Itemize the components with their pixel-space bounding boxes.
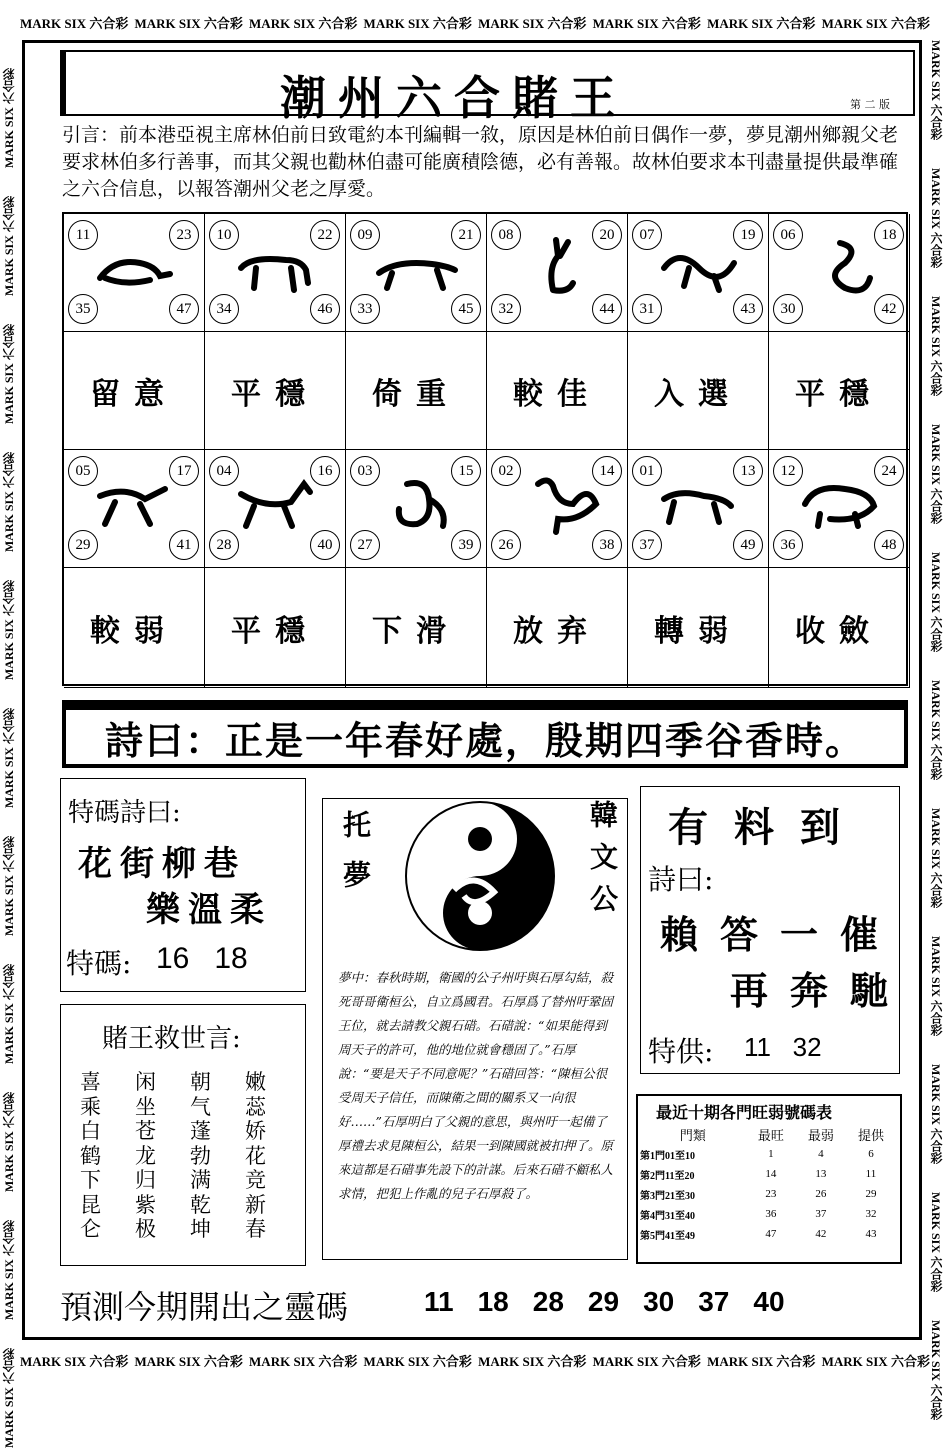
watermark-top-text: MARK SIX 六合彩	[134, 15, 243, 31]
zodiac-number: 14	[592, 456, 622, 486]
gambling-king-char: 紫	[135, 1192, 156, 1217]
gambling-king-char: 气	[190, 1094, 211, 1119]
gambling-king-char: 苍	[135, 1119, 156, 1143]
zodiac-number: 22	[310, 220, 340, 250]
watermark-left	[0, 40, 20, 1448]
recent-table-group: 第3門21至30	[640, 1190, 695, 1202]
prediction-number: 29	[587, 1286, 620, 1317]
zodiac-number: 09	[350, 220, 380, 250]
page-title: 潮州六合賭王	[280, 71, 628, 125]
watermark-side-text: MARK SIX 六合彩	[929, 424, 943, 525]
supply-label: 特供:	[648, 1035, 714, 1068]
zodiac-cell-monkey	[346, 450, 487, 568]
zodiac-number: 07	[632, 220, 662, 250]
watermark-bottom	[20, 1346, 930, 1374]
zodiac-number: 47	[169, 294, 199, 324]
arrival-heading: 有料到	[668, 804, 866, 851]
zodiac-number: 13	[733, 456, 763, 486]
watermark-top-text: MARK SIX 六合彩	[249, 15, 358, 31]
watermark-top-text: MARK SIX 六合彩	[707, 15, 816, 31]
zodiac-status-cell	[205, 568, 346, 688]
gambling-king-column	[245, 1070, 266, 1242]
prediction-number: 40	[753, 1286, 785, 1317]
zodiac-status-cell	[487, 332, 628, 450]
zodiac-status-cell	[769, 568, 910, 688]
gambling-king-char: 嫩	[245, 1070, 266, 1094]
gambling-king-char: 坤	[190, 1217, 211, 1241]
recent-table-group: 第5門41至49	[640, 1230, 695, 1242]
watermark-side-text: MARK SIX 六合彩	[929, 1320, 943, 1421]
zodiac-number: 18	[874, 220, 904, 250]
recent-table-header: 最旺	[757, 1127, 784, 1143]
zodiac-cell-dog	[628, 450, 769, 568]
zodiac-number: 48	[874, 530, 904, 560]
recent-table-value: 1	[768, 1148, 774, 1160]
gambling-king-char: 白	[80, 1119, 101, 1143]
zodiac-number: 17	[169, 456, 199, 486]
dog-icon	[659, 474, 739, 536]
gambling-king-char: 蓬	[190, 1119, 211, 1143]
rabbit-icon	[518, 238, 598, 300]
prediction-number: 28	[532, 1286, 564, 1317]
gambling-king-char: 鹤	[80, 1143, 101, 1168]
zodiac-number: 11	[68, 220, 98, 250]
zodiac-number: 30	[773, 294, 803, 324]
watermark-side-text: MARK SIX 六合彩	[2, 1220, 16, 1321]
recent-table-value: 36	[765, 1208, 777, 1220]
monkey-icon	[377, 474, 457, 536]
watermark-top-text: MARK SIX 六合彩	[478, 15, 587, 31]
rooster-icon	[518, 474, 598, 536]
recent-table-group: 第1門01至10	[640, 1150, 695, 1162]
zodiac-number: 27	[350, 530, 380, 560]
arrival-line2: 再奔馳	[730, 968, 911, 1013]
zodiac-number: 43	[733, 294, 763, 324]
supply-numbers: 11 32	[744, 1032, 822, 1062]
zodiac-cell-dragon	[628, 214, 769, 332]
zodiac-cell-pig	[769, 450, 910, 568]
zodiac-number: 12	[773, 456, 803, 486]
recent-table-group: 第4門31至40	[640, 1210, 695, 1222]
recent-table-value: 26	[815, 1188, 827, 1200]
zodiac-number: 28	[209, 530, 239, 560]
watermark-side-text: MARK SIX 六合彩	[929, 680, 943, 781]
zodiac-number: 20	[592, 220, 622, 250]
gambling-king-column	[190, 1070, 211, 1242]
watermark-bottom-text: MARK SIX 六合彩	[20, 1353, 129, 1369]
dream-vertical-left: 托夢	[339, 810, 372, 910]
zodiac-number: 36	[773, 530, 803, 560]
arrival-poem-label: 詩曰:	[648, 863, 714, 896]
recent-table-value: 47	[765, 1228, 777, 1240]
zodiac-cell-goat	[205, 450, 346, 568]
watermark-bottom-text: MARK SIX 六合彩	[478, 1353, 587, 1369]
special-poem-line2: 樂溫柔	[146, 890, 272, 930]
prediction-number: 30	[643, 1286, 675, 1317]
gambling-king-char: 乘	[80, 1094, 101, 1119]
zodiac-number: 38	[592, 530, 622, 560]
recent-table-value: 11	[865, 1168, 877, 1180]
zodiac-status: 放弃	[513, 613, 601, 649]
gambling-king-char: 满	[190, 1168, 211, 1192]
zodiac-number: 01	[632, 456, 662, 486]
zodiac-status-cell	[205, 332, 346, 450]
recent-table-value: 32	[865, 1208, 877, 1220]
watermark-top-text: MARK SIX 六合彩	[363, 15, 472, 31]
zodiac-cell-snake	[769, 214, 910, 332]
zodiac-number: 39	[451, 530, 481, 560]
table-row	[640, 1184, 896, 1204]
zodiac-number: 03	[350, 456, 380, 486]
horse-icon	[95, 474, 175, 536]
recent-table-header: 門類	[679, 1127, 706, 1143]
prediction-numbers	[424, 1286, 785, 1318]
watermark-side-text: MARK SIX 六合彩	[929, 1064, 943, 1165]
watermark-side-text: MARK SIX 六合彩	[929, 1192, 943, 1293]
dragon-icon	[659, 238, 739, 300]
zodiac-number: 40	[310, 530, 340, 560]
watermark-bottom-text: MARK SIX 六合彩	[592, 1353, 701, 1369]
special-poem-label: 特碼詩曰:	[68, 798, 181, 828]
ox-icon	[236, 238, 316, 300]
recent-table-value: 6	[868, 1148, 874, 1160]
zodiac-number: 35	[68, 294, 98, 324]
gambling-king-words	[80, 1070, 266, 1242]
gambling-king-char: 蕊	[245, 1094, 266, 1119]
zodiac-status: 倚重	[372, 376, 460, 412]
watermark-top-text: MARK SIX 六合彩	[20, 15, 129, 31]
table-row	[640, 1144, 896, 1164]
zodiac-number: 15	[451, 456, 481, 486]
poem-bar: 詩曰：正是一年春好處，殷期四季谷香時。	[62, 700, 908, 768]
prediction-label: 預測今期開出之靈碼	[60, 1288, 349, 1326]
gambling-king-char: 仑	[80, 1217, 101, 1241]
watermark-top	[20, 8, 930, 36]
zodiac-number: 44	[592, 294, 622, 324]
dream-story: 夢中：春秋時期，衛國的公子州吁與石厚勾結，殺死哥哥衛桓公，自立爲國君。石厚爲了替州吁鞏固王位，就去請教父親石碏。石碏說：“如果能得到周天子的許可，他的地位就會穩固了。”石厚說：“要是天子不同意呢？”石碏回答：“陳桓公很受周天子信任，而陳衛之間的關系又一向很好……”石厚明白了父親的意思，與州吁一起備了厚禮去求見陳桓公，結果一到陳國就被扣押了。原來這都是石碏事先設下的計謀。后來石碏不顧私人求情，把犯上作亂的兒子石厚殺了。	[338, 970, 614, 1201]
zodiac-status-cell	[769, 332, 910, 450]
zodiac-number: 21	[451, 220, 481, 250]
table-row	[640, 1204, 896, 1224]
special-code-label: 特碼:	[66, 947, 132, 980]
gambling-king-char: 喜	[80, 1070, 101, 1094]
gambling-king-char: 下	[80, 1168, 101, 1192]
gambling-king-char: 娇	[245, 1119, 266, 1143]
gambling-king-char: 归	[135, 1168, 156, 1192]
recent-table-value: 42	[815, 1228, 827, 1240]
zodiac-number: 29	[68, 530, 98, 560]
watermark-bottom-text: MARK SIX 六合彩	[707, 1353, 816, 1369]
recent-table-value: 23	[765, 1188, 777, 1200]
watermark-side-text: MARK SIX 六合彩	[2, 1092, 16, 1193]
watermark-side-text: MARK SIX 六合彩	[929, 40, 943, 141]
zodiac-status: 平穩	[231, 376, 319, 412]
zodiac-number: 46	[310, 294, 340, 324]
zodiac-cell-tiger	[346, 214, 487, 332]
watermark-side-text: MARK SIX 六合彩	[929, 808, 943, 909]
gambling-king-char: 龙	[135, 1143, 156, 1168]
special-poem-line1: 花街柳巷	[78, 844, 246, 884]
watermark-bottom-text: MARK SIX 六合彩	[363, 1353, 472, 1369]
watermark-side-text: MARK SIX 六合彩	[2, 708, 16, 809]
watermark-side-text: MARK SIX 六合彩	[929, 296, 943, 397]
zodiac-number: 34	[209, 294, 239, 324]
zodiac-number: 16	[310, 456, 340, 486]
watermark-side-text: MARK SIX 六合彩	[929, 552, 943, 653]
watermark-side-text: MARK SIX 六合彩	[2, 324, 16, 425]
gambling-king-char: 竞	[245, 1168, 266, 1192]
watermark-top-text: MARK SIX 六合彩	[592, 15, 701, 31]
recent-table-value: 43	[865, 1228, 877, 1240]
zodiac-status: 留意	[90, 376, 178, 412]
recent-table-group: 第2門11至20	[640, 1170, 695, 1182]
tiger-icon	[377, 238, 457, 300]
gambling-king-char: 乾	[190, 1192, 211, 1217]
recent-table-value: 13	[815, 1168, 827, 1180]
recent-table-value: 4	[818, 1148, 824, 1160]
gambling-king-char: 春	[245, 1217, 266, 1241]
edition-label: 第 二 版	[850, 98, 890, 111]
zodiac-number: 19	[733, 220, 763, 250]
dream-vertical-right: 韓文公	[586, 800, 619, 926]
zodiac-cell-rabbit	[487, 214, 628, 332]
gambling-king-char: 新	[245, 1192, 266, 1217]
gambling-king-heading: 賭王救世言:	[102, 1024, 241, 1054]
gambling-king-column	[80, 1070, 101, 1242]
zodiac-cell-ox	[205, 214, 346, 332]
zodiac-number: 04	[209, 456, 239, 486]
zodiac-number: 41	[169, 530, 199, 560]
zodiac-status-cell	[487, 568, 628, 688]
recent-table-header: 最弱	[807, 1127, 834, 1143]
gambling-king-column	[135, 1070, 156, 1242]
watermark-right	[928, 40, 948, 1421]
zodiac-number: 31	[632, 294, 662, 324]
recent-table-header: 提供	[857, 1127, 884, 1143]
zodiac-number: 23	[169, 220, 199, 250]
watermark-side-text: MARK SIX 六合彩	[929, 168, 943, 269]
prediction-number: 18	[477, 1286, 509, 1317]
pig-icon	[800, 474, 880, 536]
snake-icon	[800, 238, 880, 300]
watermark-side-text: MARK SIX 六合彩	[929, 936, 943, 1037]
zodiac-status-cell	[64, 568, 205, 688]
zodiac-status-cell	[64, 332, 205, 450]
recent-table	[640, 1124, 896, 1244]
zodiac-status-cell	[628, 332, 769, 450]
gambling-king-char: 坐	[135, 1094, 156, 1119]
zodiac-status: 平穩	[795, 376, 883, 412]
special-codes: 16 18	[156, 942, 248, 975]
zodiac-number: 32	[491, 294, 521, 324]
zodiac-status: 平穩	[231, 613, 319, 649]
watermark-side-text: MARK SIX 六合彩	[2, 68, 16, 169]
watermark-bottom-text: MARK SIX 六合彩	[249, 1353, 358, 1369]
watermark-side-text: MARK SIX 六合彩	[2, 196, 16, 297]
watermark-side-text: MARK SIX 六合彩	[2, 452, 16, 553]
watermark-side-text: MARK SIX 六合彩	[2, 1348, 16, 1448]
zodiac-number: 10	[209, 220, 239, 250]
zodiac-status: 入選	[654, 376, 742, 412]
goat-icon	[236, 474, 316, 536]
rat-icon	[95, 238, 175, 300]
recent-table-value: 37	[815, 1208, 827, 1220]
zodiac-number: 05	[68, 456, 98, 486]
watermark-side-text: MARK SIX 六合彩	[2, 580, 16, 681]
zodiac-number: 24	[874, 456, 904, 486]
zodiac-status: 較佳	[513, 376, 601, 412]
zodiac-status: 下滑	[372, 613, 460, 649]
zodiac-status: 轉弱	[654, 613, 742, 649]
yin-yang-icon	[404, 800, 556, 952]
recent-table-value: 29	[865, 1188, 877, 1200]
zodiac-number: 42	[874, 294, 904, 324]
zodiac-number: 49	[733, 530, 763, 560]
zodiac-number: 45	[451, 294, 481, 324]
recent-table-title: 最近十期各門旺弱號碼表	[656, 1103, 833, 1122]
zodiac-status: 收斂	[795, 613, 883, 649]
table-row	[640, 1224, 896, 1244]
zodiac-cell-horse	[64, 450, 205, 568]
watermark-top-text: MARK SIX 六合彩	[821, 15, 930, 31]
zodiac-cell-rat	[64, 214, 205, 332]
zodiac-status-cell	[346, 332, 487, 450]
intro-text: 引言：前本港亞視主席林伯前日致電約本刊編輯一敘，原因是林伯前日偶作一夢，夢見潮州鄉親父老要求林伯多行善事，而其父親也勸林伯盡可能廣積陰德，必有善報。故林伯要求本刊盡量提供最準確之六合信息，以報答潮州父老之厚愛。	[62, 124, 899, 200]
zodiac-grid	[62, 212, 908, 686]
zodiac-number: 02	[491, 456, 521, 486]
watermark-bottom-text: MARK SIX 六合彩	[821, 1353, 930, 1369]
gambling-king-char: 花	[245, 1143, 266, 1168]
arrival-line1: 賴答一催	[660, 912, 901, 957]
table-row	[640, 1164, 896, 1184]
gambling-king-char: 昆	[80, 1192, 101, 1217]
gambling-king-char: 朝	[190, 1070, 211, 1094]
zodiac-number: 08	[491, 220, 521, 250]
zodiac-number: 26	[491, 530, 521, 560]
watermark-side-text: MARK SIX 六合彩	[2, 964, 16, 1065]
prediction-number: 11	[424, 1286, 454, 1317]
zodiac-status: 較弱	[90, 613, 178, 649]
watermark-side-text: MARK SIX 六合彩	[2, 836, 16, 937]
zodiac-number: 37	[632, 530, 662, 560]
prediction-number: 37	[698, 1286, 730, 1317]
gambling-king-char: 勃	[190, 1143, 211, 1168]
zodiac-number: 06	[773, 220, 803, 250]
zodiac-status-cell	[628, 568, 769, 688]
recent-table-value: 14	[765, 1168, 777, 1180]
gambling-king-char: 闲	[135, 1070, 156, 1094]
gambling-king-char: 极	[135, 1217, 156, 1241]
watermark-bottom-text: MARK SIX 六合彩	[134, 1353, 243, 1369]
zodiac-number: 33	[350, 294, 380, 324]
zodiac-status-cell	[346, 568, 487, 688]
zodiac-cell-rooster	[487, 450, 628, 568]
